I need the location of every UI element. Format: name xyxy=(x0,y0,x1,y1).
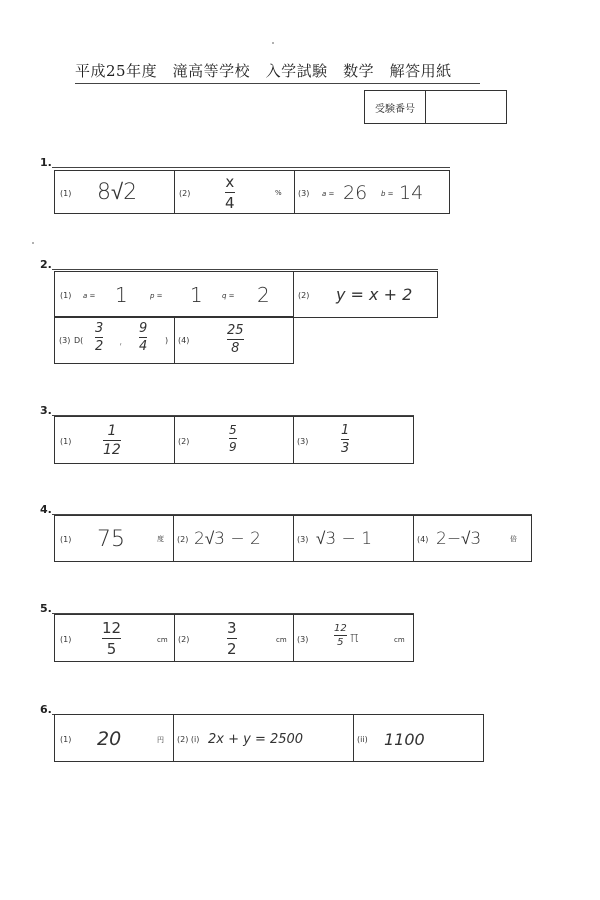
q5-part1-label: (1) xyxy=(60,635,72,644)
q2-part4-denominator: 8 xyxy=(231,341,240,356)
q4-part3-label: (3) xyxy=(297,535,309,544)
question-2-answer-row-1 xyxy=(54,271,438,318)
q2-part2-answer: y = x + 2 xyxy=(336,285,413,304)
q6-part3-cell xyxy=(354,715,483,761)
question-3-answer-row xyxy=(54,416,414,464)
q2-part1-a-label: a = xyxy=(83,292,96,300)
q1-part2-cell xyxy=(175,171,295,213)
q5-part2-unit: cm xyxy=(276,636,287,644)
q2-part3-y-fraction xyxy=(139,321,147,354)
q5-part1-fraction xyxy=(102,619,121,658)
fraction-bar xyxy=(95,337,103,338)
q2-part2-label: (2) xyxy=(298,291,310,300)
q5-part1-cell xyxy=(55,615,175,661)
q2-part3-x-fraction xyxy=(95,321,103,354)
fraction-bar xyxy=(229,438,237,439)
q5-part3-pi: π xyxy=(350,630,359,646)
q1-part3-label: (3) xyxy=(298,189,310,198)
question-1-answer-row xyxy=(54,170,450,214)
q2-part1-label: (1) xyxy=(60,291,72,300)
fraction-bar xyxy=(227,638,237,639)
q2-part3-label: (3) xyxy=(59,336,71,345)
q1-part2-unit: % xyxy=(275,189,282,197)
q1-part3-a-label: a = xyxy=(322,190,335,198)
q2-part4-numerator: 25 xyxy=(227,323,244,338)
question-2-answer-row-2 xyxy=(54,316,294,364)
q4-part4-cell xyxy=(414,516,531,561)
q3-part1-label: (1) xyxy=(60,437,72,446)
exam-number-box xyxy=(364,90,507,124)
question-number-2: 2. xyxy=(40,258,52,271)
q5-part1-unit: cm xyxy=(157,636,168,644)
q6-part3-answer: 1100 xyxy=(384,730,425,749)
fraction-bar xyxy=(102,638,121,639)
q5-part2-denominator: 2 xyxy=(227,640,237,658)
q4-part2-answer: 2√3 − 2 xyxy=(194,529,261,549)
sheet-title: 平成25年度 滝高等学校 入学試験 数学 解答用紙 xyxy=(75,60,480,84)
q5-part1-denominator: 5 xyxy=(106,640,117,658)
q2-part4-label: (4) xyxy=(178,336,190,345)
q3-part2-label: (2) xyxy=(178,437,190,446)
q4-part4-unit: 倍 xyxy=(510,535,517,543)
q1-part3-a-value: 26 xyxy=(343,182,368,204)
scan-speck xyxy=(272,42,274,44)
q2-part3-prefix: D( xyxy=(74,336,84,345)
q5-part3-denominator: 5 xyxy=(337,637,344,648)
q1-part3-b-label: b = xyxy=(381,190,394,198)
q1-part2-denominator: 4 xyxy=(225,194,235,212)
q3-part3-numerator: 1 xyxy=(341,423,350,438)
q2-part1-q-label: q = xyxy=(222,292,235,300)
q3-part1-fraction xyxy=(103,423,121,458)
scan-speck xyxy=(32,242,34,244)
q2-part3-comma: , xyxy=(119,333,123,347)
q4-part2-cell xyxy=(174,516,294,561)
q1-part2-numerator: x xyxy=(225,173,235,191)
fraction-bar xyxy=(227,339,244,340)
q5-part3-cell xyxy=(294,615,413,661)
q2-part1-p-value: 1 xyxy=(190,283,203,307)
fraction-bar xyxy=(139,337,147,338)
q4-part3-cell xyxy=(294,516,414,561)
q2-part3-y-denominator: 4 xyxy=(139,339,148,354)
q5-part2-fraction xyxy=(227,619,237,658)
q5-part2-cell xyxy=(175,615,294,661)
q4-part4-answer: 2−√3 xyxy=(436,529,482,549)
q2-part3-x-numerator: 3 xyxy=(95,321,104,336)
q3-part1-numerator: 1 xyxy=(107,423,117,439)
q6-part2-answer: 2x + y = 2500 xyxy=(208,732,304,747)
fraction-bar xyxy=(103,440,121,441)
q4-part2-label: (2) xyxy=(177,535,189,544)
q6-part1-unit: 円 xyxy=(157,736,164,744)
q6-part1-cell xyxy=(55,715,174,761)
q2-part2-cell xyxy=(294,272,437,317)
question-2-rule xyxy=(52,269,438,270)
q3-part2-fraction xyxy=(229,423,237,454)
q5-part2-numerator: 3 xyxy=(227,619,237,637)
exam-number-label: 受験番号 xyxy=(365,91,426,123)
question-5-answer-row xyxy=(54,614,414,662)
q2-part1-a-value: 1 xyxy=(115,283,128,307)
q4-part1-label: (1) xyxy=(60,535,72,544)
question-number-1: 1. xyxy=(40,156,52,169)
q6-part1-label: (1) xyxy=(60,735,72,744)
q4-part3-answer: √3 − 1 xyxy=(316,529,373,549)
question-number-5: 5. xyxy=(40,602,52,615)
question-1-rule xyxy=(52,167,450,168)
q4-part1-cell xyxy=(55,516,174,561)
q1-part1-label: (1) xyxy=(60,189,72,198)
q2-part1-q-value: 2 xyxy=(257,283,270,307)
q6-part2-cell xyxy=(174,715,354,761)
q6-part3-label: (ii) xyxy=(357,735,368,744)
q4-part1-answer: 75 xyxy=(97,527,125,552)
question-number-6: 6. xyxy=(40,703,52,716)
q4-part1-unit: 度 xyxy=(157,535,164,543)
q3-part1-cell xyxy=(55,417,175,463)
q3-part2-denominator: 9 xyxy=(229,440,237,454)
question-4-answer-row xyxy=(54,515,532,562)
question-number-3: 3. xyxy=(40,404,52,417)
fraction-bar xyxy=(334,635,347,636)
q5-part3-fraction xyxy=(334,623,347,648)
q2-part3-cell xyxy=(55,317,175,363)
q3-part3-cell xyxy=(294,417,413,463)
q1-part3-b-value: 14 xyxy=(399,182,424,204)
q1-part3-cell xyxy=(295,171,449,213)
q5-part3-numerator: 12 xyxy=(334,623,347,634)
q2-part3-x-denominator: 2 xyxy=(95,339,104,354)
fraction-bar xyxy=(225,192,235,193)
q5-part3-label: (3) xyxy=(297,635,309,644)
q5-part1-numerator: 12 xyxy=(102,619,122,637)
fraction-bar xyxy=(341,439,349,440)
q4-part4-label: (4) xyxy=(417,535,429,544)
q1-part2-fraction xyxy=(225,173,235,212)
q3-part2-cell xyxy=(175,417,294,463)
q2-part3-y-numerator: 9 xyxy=(139,321,148,336)
q1-part1-answer: 8√2 xyxy=(97,180,138,205)
q5-part3-unit: cm xyxy=(394,636,405,644)
q6-part2-label: (2) (i) xyxy=(177,735,200,744)
question-6-answer-row xyxy=(54,714,484,762)
q3-part2-numerator: 5 xyxy=(229,423,237,437)
q6-part1-answer: 20 xyxy=(97,728,122,750)
q5-part2-label: (2) xyxy=(178,635,190,644)
q2-part4-cell xyxy=(175,317,293,363)
q2-part1-p-label: p = xyxy=(150,292,163,300)
q3-part3-denominator: 3 xyxy=(341,441,350,456)
q2-part1-cell xyxy=(55,272,294,317)
q3-part1-denominator: 12 xyxy=(103,442,121,458)
q3-part3-fraction xyxy=(341,423,349,456)
q2-part3-suffix: ) xyxy=(165,336,169,345)
q1-part2-label: (2) xyxy=(179,189,191,198)
question-number-4: 4. xyxy=(40,503,52,516)
q2-part4-fraction xyxy=(227,323,244,356)
q3-part3-label: (3) xyxy=(297,437,309,446)
q1-part1-cell xyxy=(55,171,175,213)
